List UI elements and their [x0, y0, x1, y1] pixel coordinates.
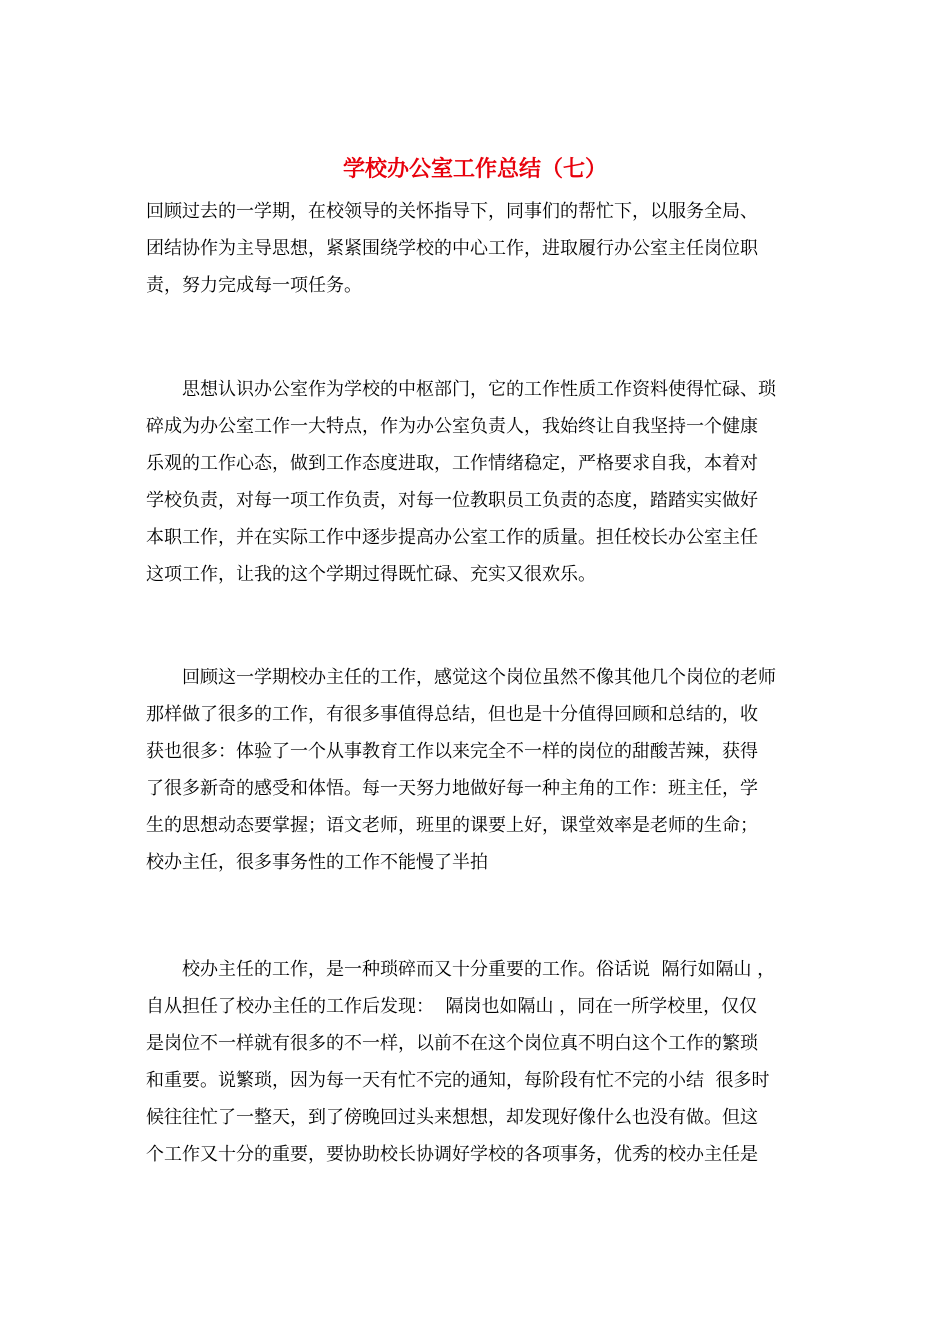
paragraph-line: 乐观的工作心态，做到工作态度进取，工作情绪稳定，严格要求自我，本着对 — [146, 453, 758, 474]
paragraph-line: 本职工作，并在实际工作中逐步提高办公室工作的质量。担任校长办公室主任 — [146, 527, 758, 548]
paragraph-3 — [146, 659, 806, 881]
paragraph-line: 了很多新奇的感受和体悟。每一天努力地做好每一种主角的工作：班主任，学 — [146, 778, 758, 799]
paragraph-line: 回顾这一学期校办主任的工作，感觉这个岗位虽然不像其他几个岗位的老师 — [146, 667, 776, 688]
paragraph-line: 这项工作，让我的这个学期过得既忙碌、充实又很欢乐。 — [146, 564, 596, 585]
paragraph-line: 候往往忙了一整天，到了傍晚回过头来想想，却发现好像什么也没有做。但这 — [146, 1107, 758, 1128]
paragraph-line: 个工作又十分的重要，要协助校长协调好学校的各项事务，优秀的校办主任是 — [146, 1144, 758, 1165]
paragraph-line: 团结协作为主导思想，紧紧围绕学校的中心工作，进取履行办公室主任岗位职 — [146, 238, 758, 259]
paragraph-line: 自从担任了校办主任的工作后发现： 隔岗也如隔山 ，同在一所学校里，仅仅 — [146, 996, 758, 1017]
paragraph-2 — [146, 371, 806, 593]
paragraph-line: 是岗位不一样就有很多的不一样，以前不在这个岗位真不明白这个工作的繁琐 — [146, 1033, 758, 1054]
paragraph-4 — [146, 951, 806, 1173]
paragraph-line: 获也很多：体验了一个从事教育工作以来完全不一样的岗位的甜酸苦辣，获得 — [146, 741, 758, 762]
paragraph-line: 责，努力完成每一项任务。 — [146, 275, 362, 296]
paragraph-line: 和重要。说繁琐，因为每一天有忙不完的通知，每阶段有忙不完的小结 很多时 — [146, 1070, 770, 1091]
paragraph-line: 校办主任，很多事务性的工作不能慢了半拍 — [146, 852, 488, 873]
paragraph-line: 碎成为办公室工作一大特点，作为办公室负责人，我始终让自我坚持一个健康 — [146, 416, 758, 437]
document-title: 学校办公室工作总结（七） — [342, 156, 607, 182]
paragraph-line: 生的思想动态要掌握；语文老师，班里的课要上好，课堂效率是老师的生命； — [146, 815, 758, 836]
paragraph-line: 学校负责，对每一项工作负责，对每一位教职员工负责的态度，踏踏实实做好 — [146, 490, 758, 511]
paragraph-1 — [146, 193, 806, 304]
paragraph-line: 校办主任的工作，是一种琐碎而又十分重要的工作。俗话说 隔行如隔山 ， — [146, 959, 776, 980]
paragraph-line: 回顾过去的一学期，在校领导的关怀指导下，同事们的帮忙下，以服务全局、 — [146, 201, 758, 222]
paragraph-line: 那样做了很多的工作，有很多事值得总结，但也是十分值得回顾和总结的，收 — [146, 704, 758, 725]
paragraph-line: 思想认识办公室作为学校的中枢部门，它的工作性质工作资料使得忙碌、琐 — [146, 379, 776, 400]
